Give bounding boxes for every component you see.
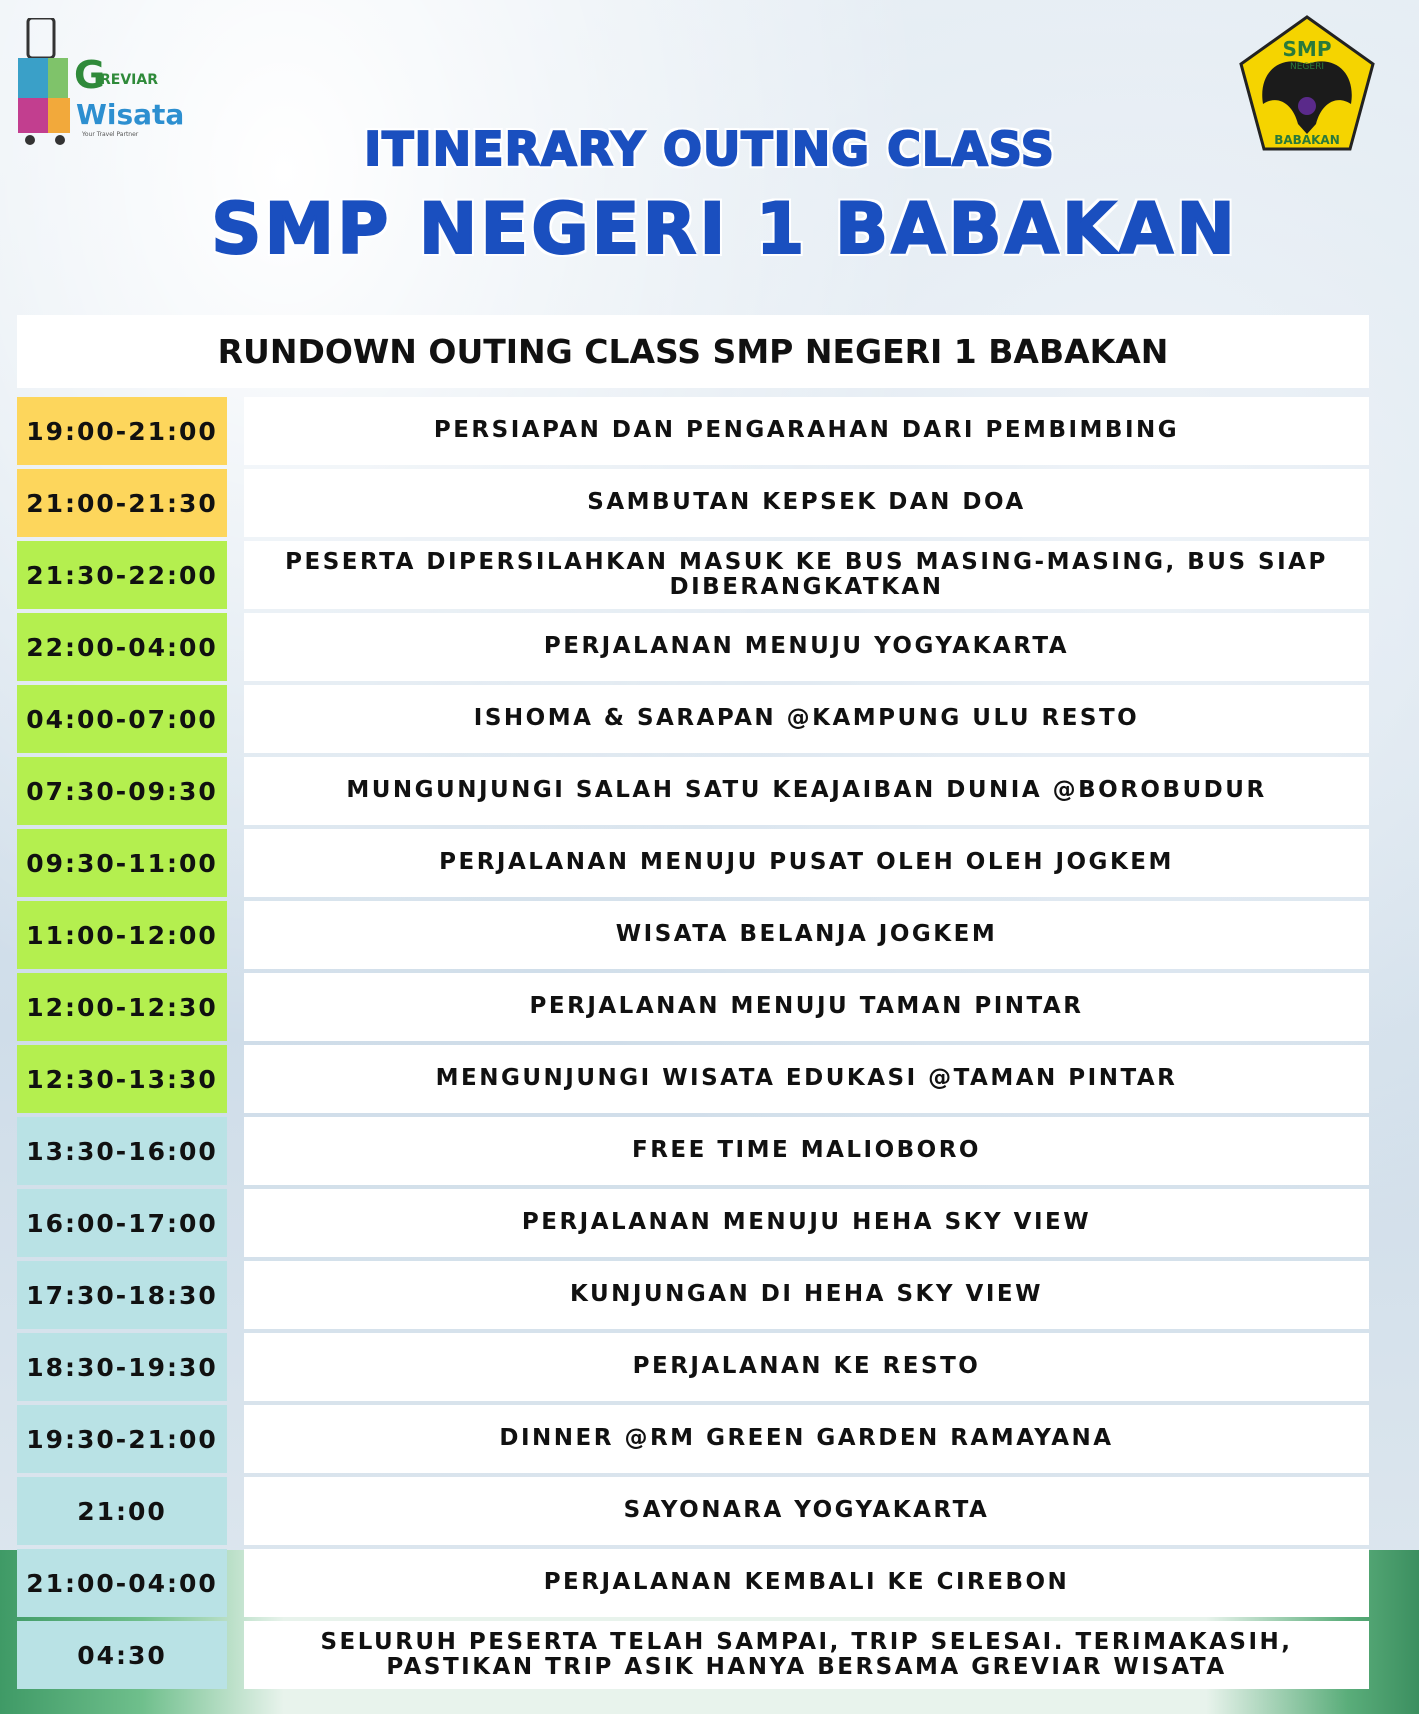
- row-time: 16:00-17:00: [17, 1189, 227, 1257]
- table-row: [17, 397, 1369, 465]
- table-row: [17, 541, 1369, 609]
- row-activity: WISATA BELANJA JOGKEM: [244, 901, 1369, 969]
- row-time: 11:00-12:00: [17, 901, 227, 969]
- row-time: 21:00: [17, 1477, 227, 1545]
- table-row: [17, 1261, 1369, 1329]
- table-row: [17, 829, 1369, 897]
- row-time: 22:00-04:00: [17, 613, 227, 681]
- row-activity: SAMBUTAN KEPSEK DAN DOA: [244, 469, 1369, 537]
- svg-text:Your Travel Partner: Your Travel Partner: [82, 131, 139, 138]
- row-activity: PERJALANAN MENUJU HEHA SKY VIEW: [244, 1189, 1369, 1257]
- row-activity: DINNER @RM GREEN GARDEN RAMAYANA: [244, 1405, 1369, 1473]
- svg-text:SMP: SMP: [1282, 37, 1332, 61]
- row-activity: PERJALANAN MENUJU YOGYAKARTA: [244, 613, 1369, 681]
- table-row: [17, 1045, 1369, 1113]
- table-row: [17, 685, 1369, 753]
- row-activity: ISHOMA & SARAPAN @KAMPUNG ULU RESTO: [244, 685, 1369, 753]
- svg-text:G: G: [74, 53, 106, 97]
- row-activity: MENGUNJUNGI WISATA EDUKASI @TAMAN PINTAR: [244, 1045, 1369, 1113]
- row-activity: PERJALANAN KE RESTO: [244, 1333, 1369, 1401]
- table-row: [17, 1621, 1369, 1689]
- row-time: 17:30-18:30: [17, 1261, 227, 1329]
- svg-text:REVIAR: REVIAR: [100, 72, 159, 88]
- row-time: 13:30-16:00: [17, 1117, 227, 1185]
- table-row: [17, 1189, 1369, 1257]
- row-time: 09:30-11:00: [17, 829, 227, 897]
- row-time: 21:00-21:30: [17, 469, 227, 537]
- svg-text:BABAKAN: BABAKAN: [1274, 133, 1340, 147]
- svg-text:NEGERI: NEGERI: [1290, 62, 1324, 72]
- row-activity: PERJALANAN MENUJU TAMAN PINTAR: [244, 973, 1369, 1041]
- row-time: 12:30-13:30: [17, 1045, 227, 1113]
- row-time: 07:30-09:30: [17, 757, 227, 825]
- row-activity: SAYONARA YOGYAKARTA: [244, 1477, 1369, 1545]
- svg-text:Wisata: Wisata: [76, 98, 185, 131]
- row-time: 21:00-04:00: [17, 1549, 227, 1617]
- table-row: [17, 973, 1369, 1041]
- rundown-heading: RUNDOWN OUTING CLASS SMP NEGERI 1 BABAKAN: [17, 315, 1369, 388]
- table-row: [17, 757, 1369, 825]
- row-time: 04:30: [17, 1621, 227, 1689]
- row-time: 19:00-21:00: [17, 397, 227, 465]
- row-activity: PERJALANAN KEMBALI KE CIREBON: [244, 1549, 1369, 1617]
- row-activity: SELURUH PESERTA TELAH SAMPAI, TRIP SELESAI. TERIMAKASIH, PASTIKAN TRIP ASIK HANYA BERSAMA GREVIAR WISATA: [244, 1621, 1369, 1689]
- table-row: [17, 1549, 1369, 1617]
- table-row: [17, 469, 1369, 537]
- row-time: 12:00-12:30: [17, 973, 227, 1041]
- row-activity: KUNJUNGAN DI HEHA SKY VIEW: [244, 1261, 1369, 1329]
- row-activity: PERSIAPAN DAN PENGARAHAN DARI PEMBIMBING: [244, 397, 1369, 465]
- row-time: 19:30-21:00: [17, 1405, 227, 1473]
- table-row: [17, 1117, 1369, 1185]
- table-row: [17, 1477, 1369, 1545]
- title-itinerary: ITINERARY OUTING CLASS: [364, 122, 1055, 176]
- table-row: [17, 1405, 1369, 1473]
- row-activity: PESERTA DIPERSILAHKAN MASUK KE BUS MASING-MASING, BUS SIAP DIBERANGKATKAN: [244, 541, 1369, 609]
- table-row: [17, 901, 1369, 969]
- rundown-table: [17, 397, 1369, 1693]
- row-time: 18:30-19:30: [17, 1333, 227, 1401]
- row-activity: MUNGUNJUNGI SALAH SATU KEAJAIBAN DUNIA @BOROBUDUR: [244, 757, 1369, 825]
- row-time: 21:30-22:00: [17, 541, 227, 609]
- table-row: [17, 613, 1369, 681]
- table-row: [17, 1333, 1369, 1401]
- row-activity: PERJALANAN MENUJU PUSAT OLEH OLEH JOGKEM: [244, 829, 1369, 897]
- row-time: 04:00-07:00: [17, 685, 227, 753]
- title-school-name: SMP NEGERI 1 BABAKAN: [211, 188, 1238, 270]
- row-activity: FREE TIME MALIOBORO: [244, 1117, 1369, 1185]
